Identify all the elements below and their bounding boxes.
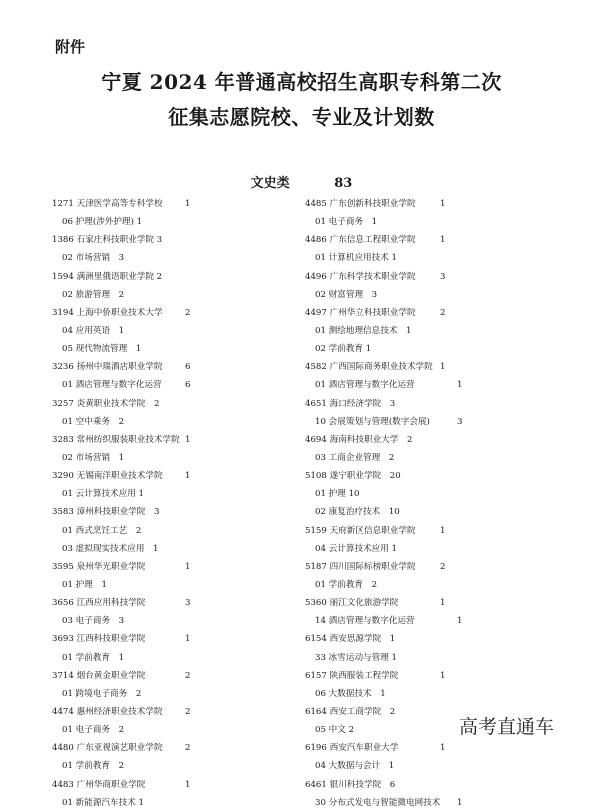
school-name: 4496 广东科学技术职业学院 bbox=[305, 271, 416, 282]
plan-count: 1 bbox=[440, 743, 446, 754]
major-name: 01 新能源汽车技术 1 bbox=[62, 797, 145, 808]
plan-count: 6 bbox=[185, 380, 191, 391]
school-row bbox=[305, 522, 446, 540]
school-row bbox=[305, 358, 446, 376]
school-row bbox=[52, 776, 191, 794]
major-name: 14 酒店管理与数字化运营 bbox=[315, 616, 415, 627]
left-column-list bbox=[52, 195, 191, 812]
major-name: 01 护理 1 bbox=[62, 579, 107, 590]
major-name: 04 应用英语 1 bbox=[62, 325, 125, 336]
school-row bbox=[52, 667, 191, 685]
major-row bbox=[305, 612, 463, 630]
plan-count: 1 bbox=[457, 380, 463, 391]
major-name: 03 电子商务 3 bbox=[62, 616, 125, 627]
school-name: 5360 丽江文化旅游学院 bbox=[305, 598, 399, 609]
school-name: 4486 广东信息工程职业学院 bbox=[305, 235, 416, 246]
plan-count: 1 bbox=[440, 362, 446, 373]
school-row bbox=[52, 195, 191, 213]
school-row bbox=[305, 304, 446, 322]
plan-count: 6 bbox=[185, 362, 191, 373]
school-name: 5159 天府新区信息职业学院 bbox=[305, 525, 416, 536]
major-name: 01 电子商务 1 bbox=[315, 217, 378, 228]
major-name: 02 财富管理 3 bbox=[315, 289, 378, 300]
major-row bbox=[52, 322, 180, 340]
plan-count: 2 bbox=[185, 743, 191, 754]
major-name: 02 市场营销 3 bbox=[62, 253, 125, 264]
major-row bbox=[305, 340, 440, 358]
major-name: 01 西式烹饪工艺 2 bbox=[62, 525, 142, 536]
school-name: 4485 广东创新科技职业学院 bbox=[305, 199, 416, 209]
school-row bbox=[52, 231, 180, 249]
school-row bbox=[52, 358, 191, 376]
plan-count: 3 bbox=[457, 416, 463, 427]
school-name: 3714 烟台黄金职业学院 bbox=[52, 670, 146, 681]
plan-count: 3 bbox=[440, 271, 446, 282]
plan-count: 1 bbox=[185, 779, 191, 790]
plan-count: 1 bbox=[457, 616, 463, 627]
major-name: 03 工商企业管理 2 bbox=[315, 452, 395, 463]
major-row bbox=[305, 413, 463, 431]
major-name: 05 中文 2 bbox=[315, 725, 355, 736]
major-name: 02 学前教育 1 bbox=[315, 344, 372, 355]
school-name: 1386 石家庄科技职业学院 3 bbox=[52, 235, 163, 246]
school-name: 6157 陕西服装工程学院 bbox=[305, 670, 399, 681]
major-row bbox=[52, 685, 180, 703]
school-name: 5187 四川国际标榜职业学院 bbox=[305, 561, 416, 572]
major-row bbox=[305, 485, 440, 503]
plan-count: 2 bbox=[185, 706, 191, 717]
major-name: 01 酒店管理与数字化运营 bbox=[62, 380, 162, 391]
major-name: 06 护理(涉外护理) 1 bbox=[62, 217, 143, 228]
plan-count: 1 bbox=[185, 561, 191, 572]
major-row bbox=[305, 249, 440, 267]
school-row bbox=[305, 776, 440, 794]
plan-count: 3 bbox=[185, 598, 191, 609]
major-name: 30 分布式发电与智能微电网技术 bbox=[315, 797, 441, 808]
school-name: 3656 江西应用科技学院 bbox=[52, 598, 146, 609]
attachment-label: 附件 bbox=[55, 38, 86, 56]
watermark-text: 高考直通车 bbox=[459, 716, 555, 738]
major-name: 02 市场营销 1 bbox=[62, 452, 125, 463]
major-row bbox=[52, 286, 180, 304]
school-name: 6154 西安思源学院 1 bbox=[305, 634, 396, 645]
major-name: 01 计算机应用技术 1 bbox=[315, 253, 398, 264]
plan-count: 1 bbox=[185, 471, 191, 482]
plan-count: 2 bbox=[440, 307, 446, 318]
school-row bbox=[305, 703, 440, 721]
major-row bbox=[52, 213, 180, 231]
plan-count: 1 bbox=[440, 199, 446, 209]
major-name: 04 云计算技术应用 1 bbox=[315, 543, 398, 554]
school-name: 4474 惠州经济职业技术学院 bbox=[52, 706, 163, 717]
plan-count: 2 bbox=[185, 670, 191, 681]
school-name: 3236 扬州中瑞酒店职业学院 bbox=[52, 362, 163, 373]
school-row bbox=[305, 667, 446, 685]
school-row bbox=[305, 558, 446, 576]
major-name: 01 酒店管理与数字化运营 bbox=[315, 380, 415, 391]
plan-count: 1 bbox=[185, 199, 191, 209]
major-name: 06 大数据技术 1 bbox=[315, 688, 386, 699]
major-name: 02 旅游管理 2 bbox=[62, 289, 125, 300]
document-title-line-1: 宁夏 2024 年普通高校招生高职专科第二次 bbox=[101, 70, 502, 94]
school-row bbox=[305, 268, 446, 286]
major-row bbox=[305, 757, 440, 775]
school-name: 3693 江西科技职业学院 bbox=[52, 634, 146, 645]
school-name: 5108 遂宁职业学院 20 bbox=[305, 471, 401, 482]
major-name: 03 虚拟现实技术应用 1 bbox=[62, 543, 159, 554]
school-row bbox=[305, 395, 440, 413]
school-row bbox=[305, 594, 446, 612]
plan-count: 1 bbox=[185, 434, 191, 445]
major-row bbox=[52, 757, 180, 775]
major-row bbox=[52, 449, 180, 467]
major-row bbox=[305, 576, 440, 594]
plan-count: 1 bbox=[440, 670, 446, 681]
major-name: 01 学前教育 2 bbox=[62, 761, 125, 772]
school-row bbox=[52, 558, 191, 576]
school-row bbox=[305, 467, 440, 485]
school-name: 4483 广州华商职业学院 bbox=[52, 779, 146, 790]
major-name: 04 大数据与会计 1 bbox=[315, 761, 395, 772]
plan-count: 2 bbox=[440, 561, 446, 572]
school-row bbox=[52, 268, 180, 286]
school-row bbox=[52, 467, 191, 485]
category-name: 文史类 bbox=[250, 176, 290, 191]
plan-count: 1 bbox=[185, 634, 191, 645]
major-name: 02 康复治疗技术 10 bbox=[315, 507, 400, 518]
document-title-line-2: 征集志愿院校、专业及计划数 bbox=[168, 105, 435, 129]
major-row bbox=[52, 612, 180, 630]
school-name: 3283 常州纺织服装职业技术学院 bbox=[52, 434, 180, 445]
major-row bbox=[305, 721, 440, 739]
major-row bbox=[305, 449, 440, 467]
major-row bbox=[305, 322, 440, 340]
category-count: 83 bbox=[334, 176, 353, 191]
major-row bbox=[52, 249, 180, 267]
major-name: 01 护理 10 bbox=[315, 489, 360, 500]
major-name: 10 会展策划与管理(数字会展) bbox=[315, 416, 430, 427]
major-name: 01 测绘地理信息技术 1 bbox=[315, 325, 412, 336]
major-name: 01 电子商务 2 bbox=[62, 725, 125, 736]
school-name: 3257 炎黄职业技术学院 2 bbox=[52, 398, 160, 409]
school-row bbox=[52, 395, 180, 413]
major-row bbox=[52, 794, 180, 812]
right-column-list bbox=[305, 195, 463, 812]
school-name: 3595 泉州华光职业学院 bbox=[52, 561, 146, 572]
major-row bbox=[52, 649, 180, 667]
plan-count: 1 bbox=[440, 525, 446, 536]
major-row bbox=[305, 540, 440, 558]
major-row bbox=[52, 576, 180, 594]
major-name: 01 学前教育 2 bbox=[315, 579, 378, 590]
school-name: 3583 漳州科技职业学院 3 bbox=[52, 507, 160, 518]
school-name: 1594 满洲里俄语职业学院 2 bbox=[52, 271, 163, 282]
major-name: 05 现代物流管理 1 bbox=[62, 344, 142, 355]
major-row bbox=[52, 413, 180, 431]
major-name: 01 空中乘务 2 bbox=[62, 416, 125, 427]
major-row bbox=[52, 340, 180, 358]
category-heading bbox=[0, 172, 603, 191]
school-name: 3290 无锡南洋职业技术学院 bbox=[52, 471, 163, 482]
major-row bbox=[52, 376, 191, 394]
major-row bbox=[52, 540, 180, 558]
school-name: 4480 广东亚视演艺职业学院 bbox=[52, 743, 163, 754]
school-name: 6461 银川科技学院 6 bbox=[305, 779, 396, 790]
major-row bbox=[305, 376, 463, 394]
school-name: 1271 天津医学高等专科学校 bbox=[52, 199, 163, 209]
plan-count: 1 bbox=[457, 797, 463, 808]
plan-count: 1 bbox=[440, 235, 446, 246]
school-name: 6196 西安汽车职业大学 bbox=[305, 743, 399, 754]
school-row bbox=[305, 431, 440, 449]
plan-count: 2 bbox=[185, 307, 191, 318]
major-row bbox=[52, 522, 180, 540]
school-name: 4694 海南科技职业大学 2 bbox=[305, 434, 413, 445]
school-row bbox=[52, 594, 191, 612]
major-row bbox=[52, 721, 180, 739]
major-row bbox=[305, 794, 463, 812]
school-row bbox=[52, 431, 191, 449]
major-name: 01 云计算技术应用 1 bbox=[62, 489, 145, 500]
school-row bbox=[52, 630, 191, 648]
school-row bbox=[305, 739, 446, 757]
school-row bbox=[305, 231, 446, 249]
major-row bbox=[305, 503, 440, 521]
major-row bbox=[305, 685, 440, 703]
major-row bbox=[305, 649, 440, 667]
major-row bbox=[305, 213, 440, 231]
school-row bbox=[305, 195, 446, 213]
major-name: 01 跨境电子商务 2 bbox=[62, 688, 142, 699]
major-row bbox=[52, 485, 180, 503]
school-name: 4582 广西国际商务职业技术学院 bbox=[305, 362, 433, 373]
major-name: 33 冰雪运动与管理 1 bbox=[315, 652, 398, 663]
school-row bbox=[52, 503, 180, 521]
school-row bbox=[52, 739, 191, 757]
major-row bbox=[305, 286, 440, 304]
school-name: 4497 广州华立科技职业学院 bbox=[305, 307, 416, 318]
school-row bbox=[52, 304, 191, 322]
school-row bbox=[305, 630, 440, 648]
school-row bbox=[52, 703, 191, 721]
school-name: 4651 海口经济学院 3 bbox=[305, 398, 396, 409]
major-name: 01 学前教育 1 bbox=[62, 652, 125, 663]
plan-count: 1 bbox=[440, 598, 446, 609]
school-name: 6164 西安工商学院 2 bbox=[305, 706, 396, 717]
school-name: 3194 上海中侨职业技术大学 bbox=[52, 307, 163, 318]
